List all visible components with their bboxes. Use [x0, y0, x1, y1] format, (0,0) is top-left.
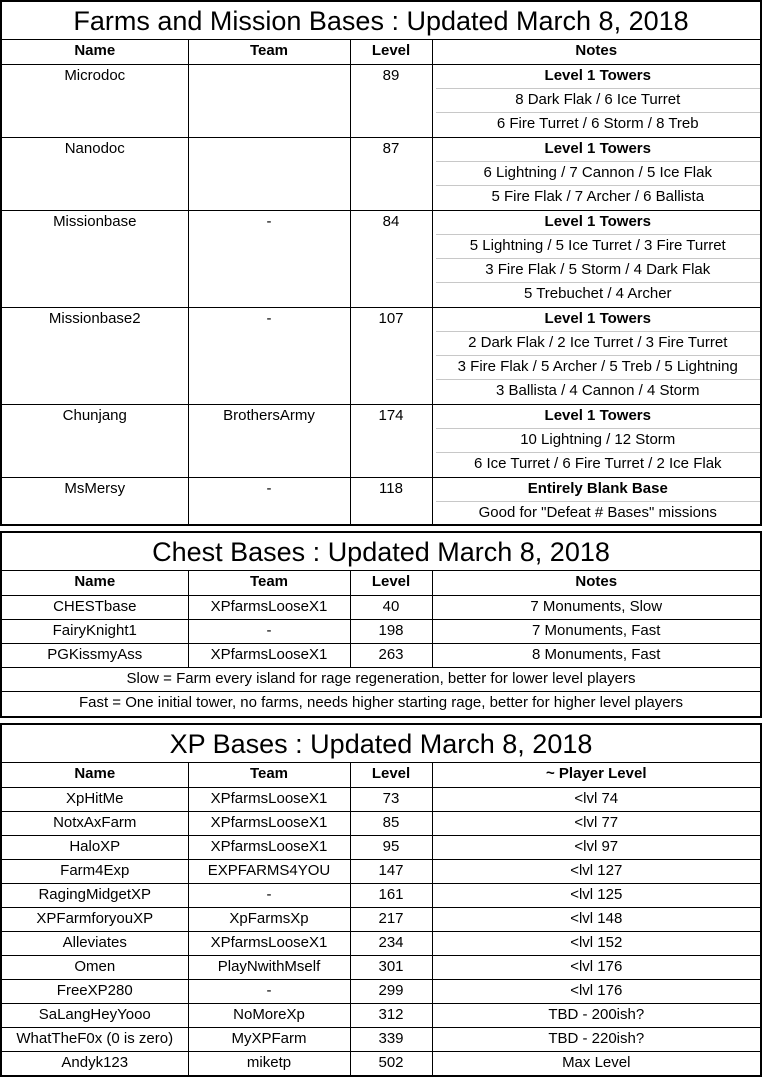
team-name: miketp	[188, 1051, 350, 1075]
team-name: XPfarmsLooseX1	[188, 643, 350, 667]
base-level: 339	[350, 1027, 432, 1051]
team-name: XPfarmsLooseX1	[188, 931, 350, 955]
table-row	[2, 307, 760, 404]
table-row	[2, 137, 760, 210]
table-row	[2, 1051, 760, 1075]
base-level: 234	[350, 931, 432, 955]
base-level: 174	[350, 404, 432, 477]
note-line: 6 Ice Turret / 6 Fire Turret / 2 Ice Flak	[473, 454, 722, 472]
table-row	[2, 477, 760, 526]
farms-section	[0, 0, 762, 526]
note-heading: Level 1 Towers	[436, 138, 761, 162]
note-line: 3 Fire Flak / 5 Archer / 5 Treb / 5 Lightning	[436, 356, 761, 380]
note-line: 5 Trebuchet / 4 Archer	[523, 284, 672, 302]
base-level: 118	[350, 477, 432, 526]
table-row	[2, 883, 760, 907]
base-name: PGKissmyAss	[2, 643, 188, 667]
xp-header-row	[2, 763, 760, 787]
chest-section	[0, 531, 762, 718]
footnote-slow-text: Slow = Farm every island for rage regeneration, better for lower level players	[2, 667, 760, 691]
team-name	[188, 64, 350, 137]
base-name: Missionbase	[2, 210, 188, 307]
farms-table	[2, 40, 760, 526]
table-row	[2, 859, 760, 883]
note-line: 6 Lightning / 7 Cannon / 5 Ice Flak	[436, 162, 761, 186]
note-heading: Level 1 Towers	[436, 211, 761, 235]
xp-table	[2, 763, 760, 1075]
header-level: Level	[350, 40, 432, 64]
base-name: NotxAxFarm	[2, 811, 188, 835]
base-name: Omen	[2, 955, 188, 979]
base-notes	[432, 137, 760, 210]
note-line: 8 Dark Flak / 6 Ice Turret	[436, 89, 761, 113]
base-level: 87	[350, 137, 432, 210]
note-line: Good for "Defeat # Bases" missions	[478, 503, 717, 521]
header-name: Name	[2, 40, 188, 64]
table-row	[2, 595, 760, 619]
player-level: Max Level	[562, 1053, 631, 1071]
header-team: Team	[188, 571, 350, 595]
player-level: TBD - 220ish?	[432, 1027, 760, 1051]
base-name: CHESTbase	[2, 595, 188, 619]
table-row	[2, 835, 760, 859]
base-level: 84	[350, 210, 432, 307]
team-name: -	[188, 477, 350, 526]
note-heading: Level 1 Towers	[436, 65, 761, 89]
chest-table	[2, 571, 760, 715]
player-level: TBD - 200ish?	[432, 1003, 760, 1027]
table-row	[2, 1027, 760, 1051]
base-name: MsMersy	[2, 477, 188, 526]
table-row	[2, 619, 760, 643]
header-level: Level	[350, 763, 432, 787]
team-name: XPfarmsLooseX1	[188, 835, 350, 859]
base-name: SaLangHeyYooo	[2, 1003, 188, 1027]
base-name: Farm4Exp	[2, 859, 188, 883]
note-line: 5 Lightning / 5 Ice Turret / 3 Fire Turret	[436, 235, 761, 259]
player-level: <lvl 97	[432, 835, 760, 859]
table-row	[2, 787, 760, 811]
header-team: Team	[188, 40, 350, 64]
table-row	[2, 955, 760, 979]
note-heading: Level 1 Towers	[436, 308, 761, 332]
base-notes	[432, 404, 760, 477]
note-line: 5 Fire Flak / 7 Archer / 6 Ballista	[491, 187, 705, 205]
player-level: <lvl 152	[432, 931, 760, 955]
note-line: 3 Ballista / 4 Cannon / 4 Storm	[496, 381, 700, 399]
player-level: <lvl 77	[432, 811, 760, 835]
header-notes: Notes	[432, 571, 760, 595]
footnote-fast	[2, 691, 760, 715]
table-row	[2, 404, 760, 477]
table-row	[2, 907, 760, 931]
team-name: -	[188, 979, 350, 1003]
base-notes: 7 Monuments, Fast	[432, 619, 760, 643]
base-level: 263	[350, 643, 432, 667]
header-level: Level	[350, 571, 432, 595]
player-level: <lvl 176	[432, 955, 760, 979]
team-name: PlayNwithMself	[188, 955, 350, 979]
note-line: 10 Lightning / 12 Storm	[436, 429, 761, 453]
base-name: HaloXP	[2, 835, 188, 859]
base-name: RagingMidgetXP	[2, 883, 188, 907]
base-notes: 7 Monuments, Slow	[432, 595, 760, 619]
base-notes	[432, 307, 760, 404]
base-name: XpHitMe	[2, 787, 188, 811]
base-level: 40	[350, 595, 432, 619]
player-level: <lvl 125	[432, 883, 760, 907]
farms-title: Farms and Mission Bases : Updated March 8, 2018	[2, 2, 760, 40]
team-name: EXPFARMS4YOU	[188, 859, 350, 883]
base-level: 107	[350, 307, 432, 404]
base-name: Nanodoc	[2, 137, 188, 210]
team-name: MyXPFarm	[188, 1027, 350, 1051]
table-row	[2, 643, 760, 667]
base-level: 73	[350, 787, 432, 811]
player-level: <lvl 148	[432, 907, 760, 931]
chest-title: Chest Bases : Updated March 8, 2018	[2, 533, 760, 571]
xp-title: XP Bases : Updated March 8, 2018	[2, 725, 760, 763]
base-notes	[432, 477, 760, 526]
base-level: 301	[350, 955, 432, 979]
base-notes	[432, 64, 760, 137]
base-notes: 8 Monuments, Fast	[432, 643, 760, 667]
header-team: Team	[188, 763, 350, 787]
base-level: 89	[350, 64, 432, 137]
base-level: 299	[350, 979, 432, 1003]
chest-header-row	[2, 571, 760, 595]
note-line: 6 Fire Turret / 6 Storm / 8 Treb	[496, 114, 699, 132]
team-name: -	[188, 619, 350, 643]
note-line: 3 Fire Flak / 5 Storm / 4 Dark Flak	[436, 259, 761, 283]
footnote-slow	[2, 667, 760, 691]
header-player-level: ~ Player Level	[432, 763, 760, 787]
base-name: Microdoc	[2, 64, 188, 137]
team-name: -	[188, 210, 350, 307]
base-level: 95	[350, 835, 432, 859]
xp-section	[0, 723, 762, 1077]
player-level: <lvl 127	[432, 859, 760, 883]
note-heading: Level 1 Towers	[436, 405, 761, 429]
player-level: <lvl 176	[432, 979, 760, 1003]
header-notes: Notes	[432, 40, 760, 64]
base-notes	[432, 210, 760, 307]
base-name: WhatTheF0x (0 is zero)	[2, 1027, 188, 1051]
base-name: XPFarmforyouXP	[2, 907, 188, 931]
base-level: 198	[350, 619, 432, 643]
base-level: 147	[350, 859, 432, 883]
team-name: XPfarmsLooseX1	[188, 811, 350, 835]
note-heading: Entirely Blank Base	[436, 478, 761, 502]
header-name: Name	[2, 763, 188, 787]
note-line: 2 Dark Flak / 2 Ice Turret / 3 Fire Turret	[436, 332, 761, 356]
base-name: Chunjang	[2, 404, 188, 477]
team-name	[188, 137, 350, 210]
team-name: XpFarmsXp	[188, 907, 350, 931]
table-row	[2, 979, 760, 1003]
base-level: 85	[350, 811, 432, 835]
base-name: Alleviates	[2, 931, 188, 955]
player-level: <lvl 74	[432, 787, 760, 811]
team-name: XPfarmsLooseX1	[188, 595, 350, 619]
table-row	[2, 64, 760, 137]
team-name: XPfarmsLooseX1	[188, 787, 350, 811]
team-name: NoMoreXp	[188, 1003, 350, 1027]
base-name: Andyk123	[2, 1051, 188, 1075]
base-name: FairyKnight1	[2, 619, 188, 643]
header-name: Name	[2, 571, 188, 595]
base-level: 312	[350, 1003, 432, 1027]
team-name: -	[188, 307, 350, 404]
table-row	[2, 931, 760, 955]
team-name: -	[188, 883, 350, 907]
base-name: FreeXP280	[2, 979, 188, 1003]
base-level: 217	[350, 907, 432, 931]
base-level: 161	[350, 883, 432, 907]
table-row	[2, 811, 760, 835]
table-row	[2, 1003, 760, 1027]
farms-header-row	[2, 40, 760, 64]
team-name: BrothersArmy	[188, 404, 350, 477]
base-level: 502	[350, 1051, 432, 1075]
footnote-fast-text: Fast = One initial tower, no farms, needs higher starting rage, better for higher level players	[78, 693, 684, 711]
table-row	[2, 210, 760, 307]
base-name: Missionbase2	[2, 307, 188, 404]
